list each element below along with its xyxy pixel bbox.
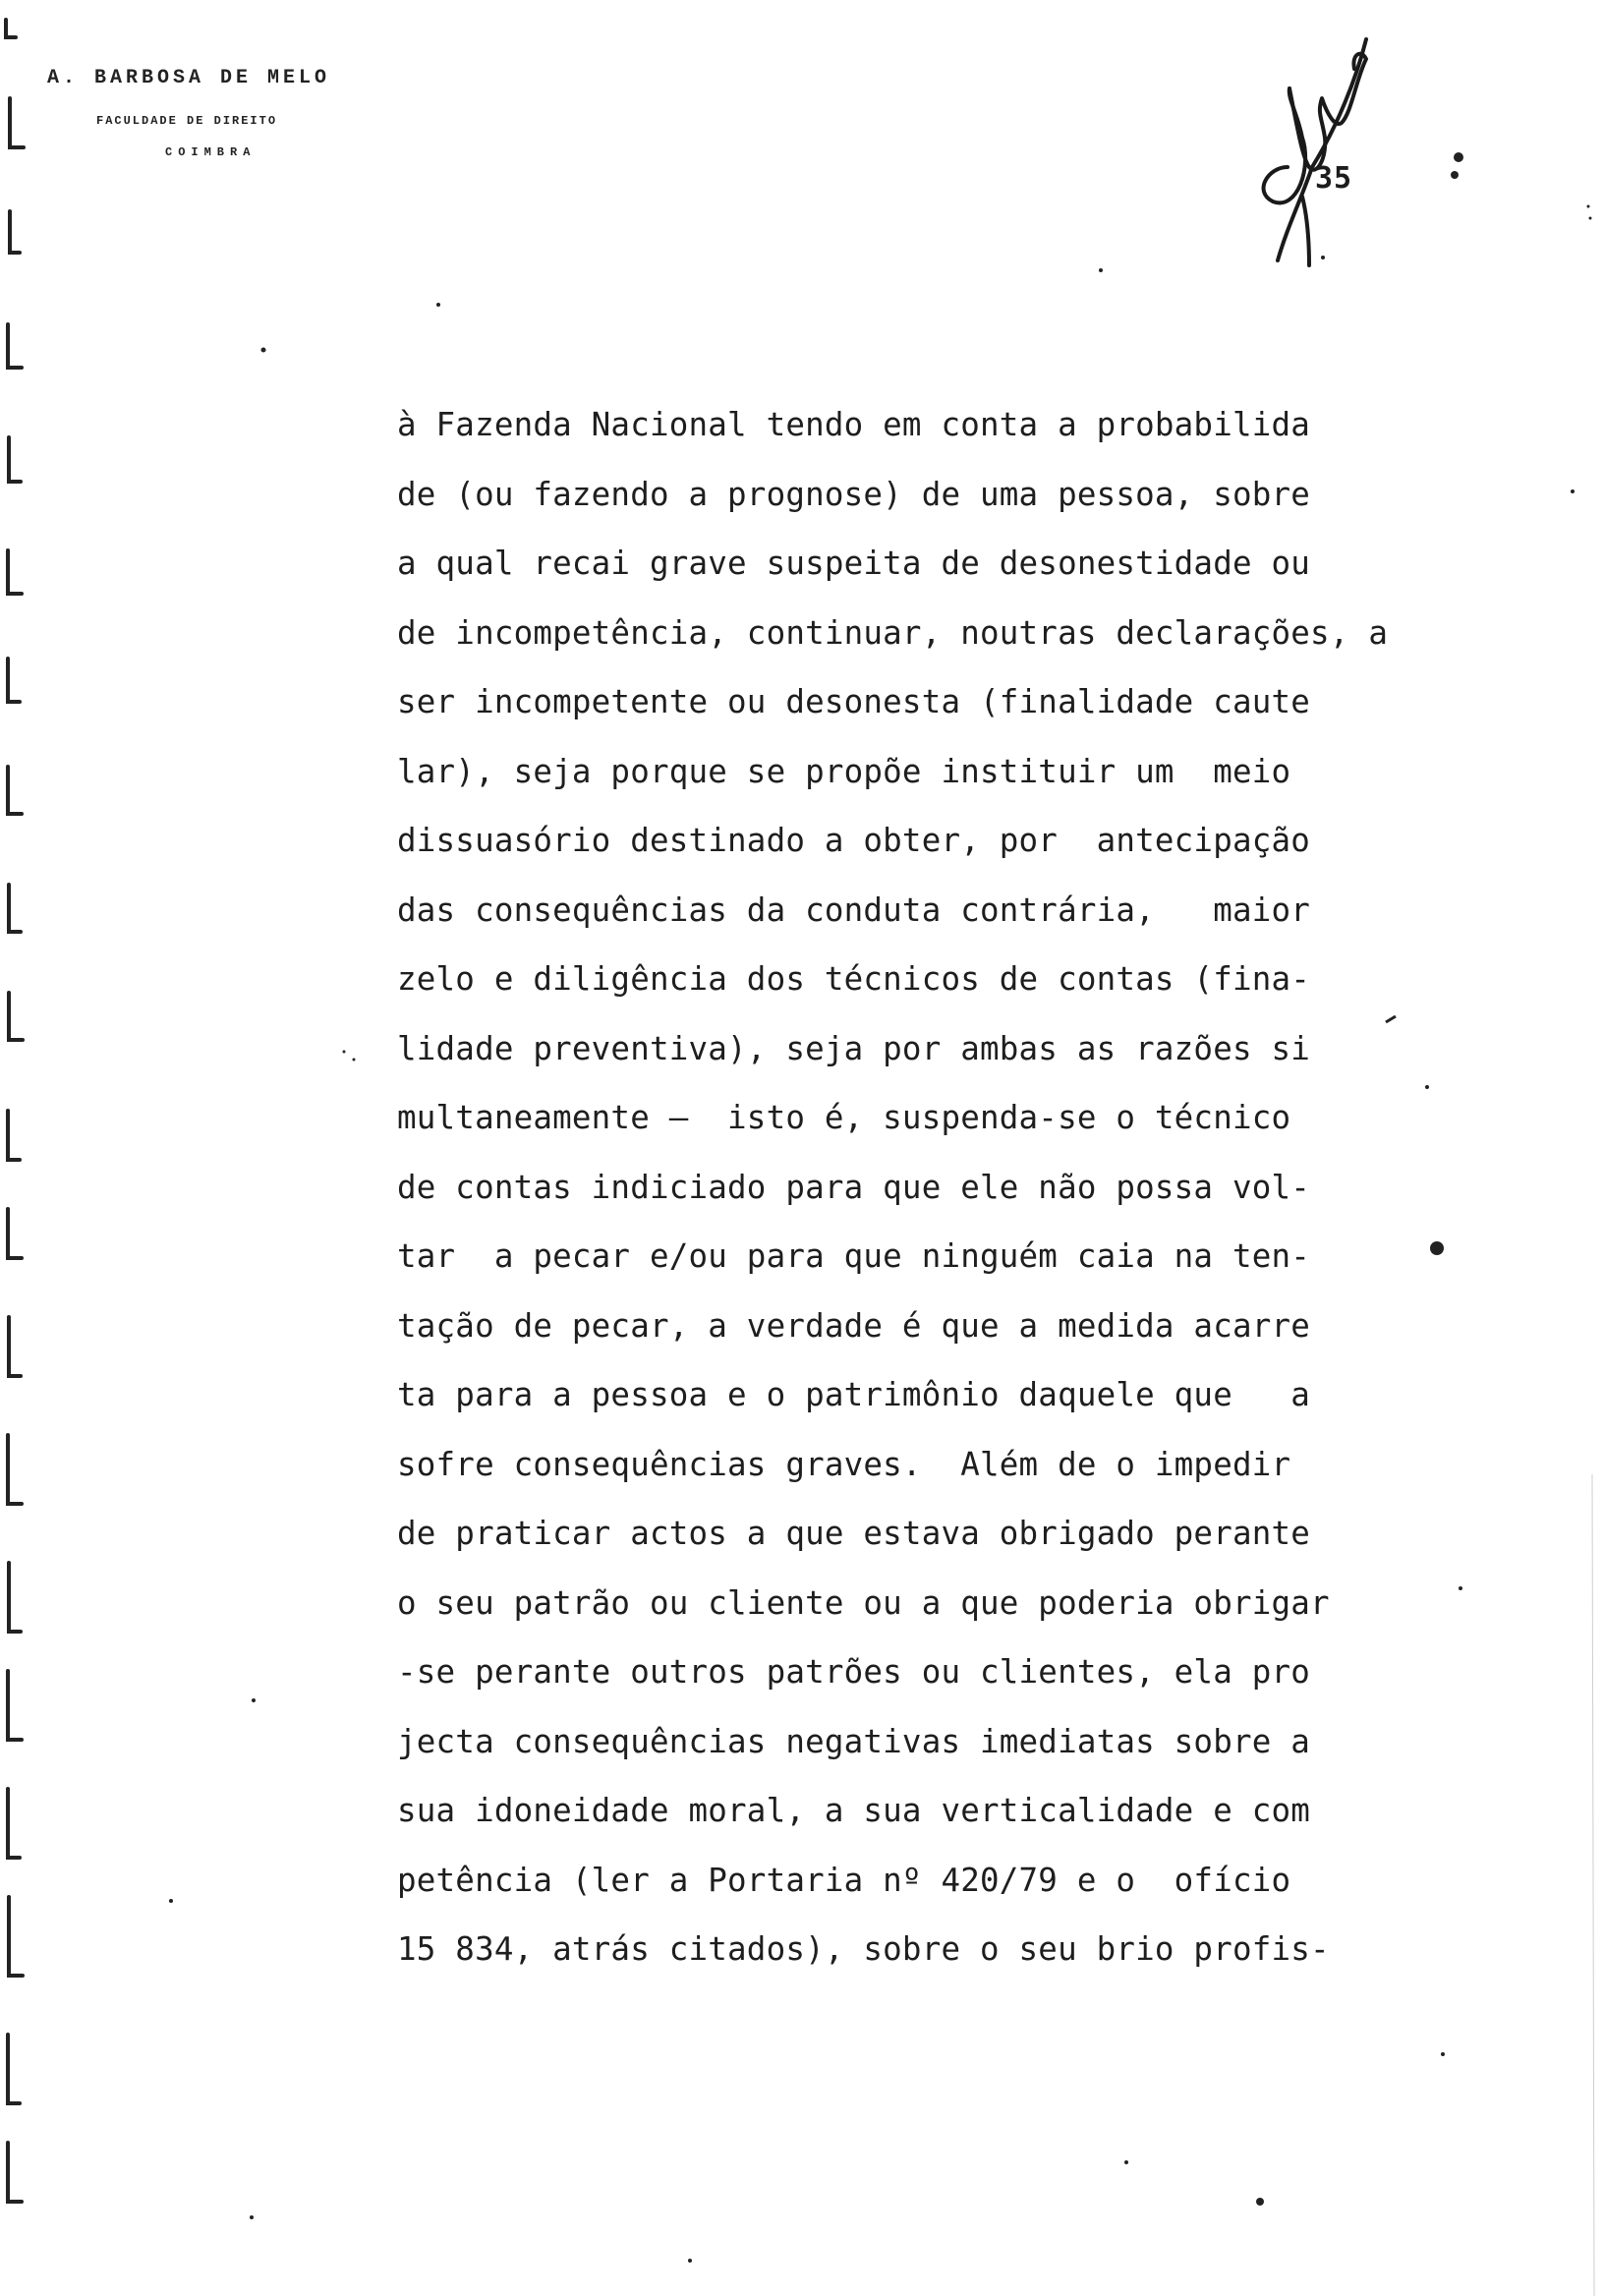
text-line: 15 834, atrás citados), sobre o seu brio profis- [397, 1930, 1330, 1968]
text-line: ser incompetente ou desonesta (finalidade caute [397, 683, 1311, 720]
text-line: lidade preventiva), seja por ambas as razões si [397, 1030, 1311, 1067]
text-line: petência (ler a Portaria nº 420/79 e o ofício [397, 1862, 1291, 1899]
text-line: jecta consequências negativas imediatas sobre a [397, 1723, 1311, 1760]
text-line: das consequências da conduta contrária, maior [397, 891, 1311, 929]
handwritten-signature [1219, 20, 1376, 285]
text-line: tar a pecar e/ou para que ninguém caia na ten- [397, 1237, 1311, 1275]
text-line: -se perante outros patrões ou clientes, ela pro [397, 1653, 1311, 1691]
binding-marks [0, 0, 59, 2296]
text-line: sofre consequências graves. Além de o impedir [397, 1446, 1291, 1483]
text-line: de contas indiciado para que ele não possa vol- [397, 1169, 1311, 1206]
text-line: ta para a pessoa e o patrimônio daquele que a [397, 1376, 1311, 1413]
text-line: a qual recai grave suspeita de desonestidade ou [397, 545, 1311, 582]
page-number: 35 [1315, 161, 1353, 196]
text-line: à Fazenda Nacional tendo em conta a probabilida [397, 406, 1311, 443]
text-line: tação de pecar, a verdade é que a medida acarre [397, 1307, 1311, 1345]
text-line: zelo e diligência dos técnicos de contas (fina- [397, 960, 1311, 998]
text-line: multaneamente — isto é, suspenda-se o técnico [397, 1099, 1291, 1136]
letterhead-city: COIMBRA [165, 145, 257, 159]
text-line: de praticar actos a que estava obrigado perante [397, 1515, 1311, 1552]
text-line: o seu patrão ou cliente ou a que poderia obrigar [397, 1584, 1330, 1622]
text-line: de incompetência, continuar, noutras declarações, a [397, 614, 1389, 652]
text-line: dissuasório destinado a obter, por antecipação [397, 822, 1311, 859]
letterhead-name: A. BARBOSA DE MELO [47, 67, 331, 89]
text-line: de (ou fazendo a prognose) de uma pessoa, sobre [397, 476, 1311, 513]
letterhead-department: FACULDADE DE DIREITO [96, 114, 278, 128]
text-line: lar), seja porque se propõe instituir um meio [397, 753, 1291, 790]
text-line: sua idoneidade moral, a sua verticalidade e com [397, 1792, 1311, 1829]
